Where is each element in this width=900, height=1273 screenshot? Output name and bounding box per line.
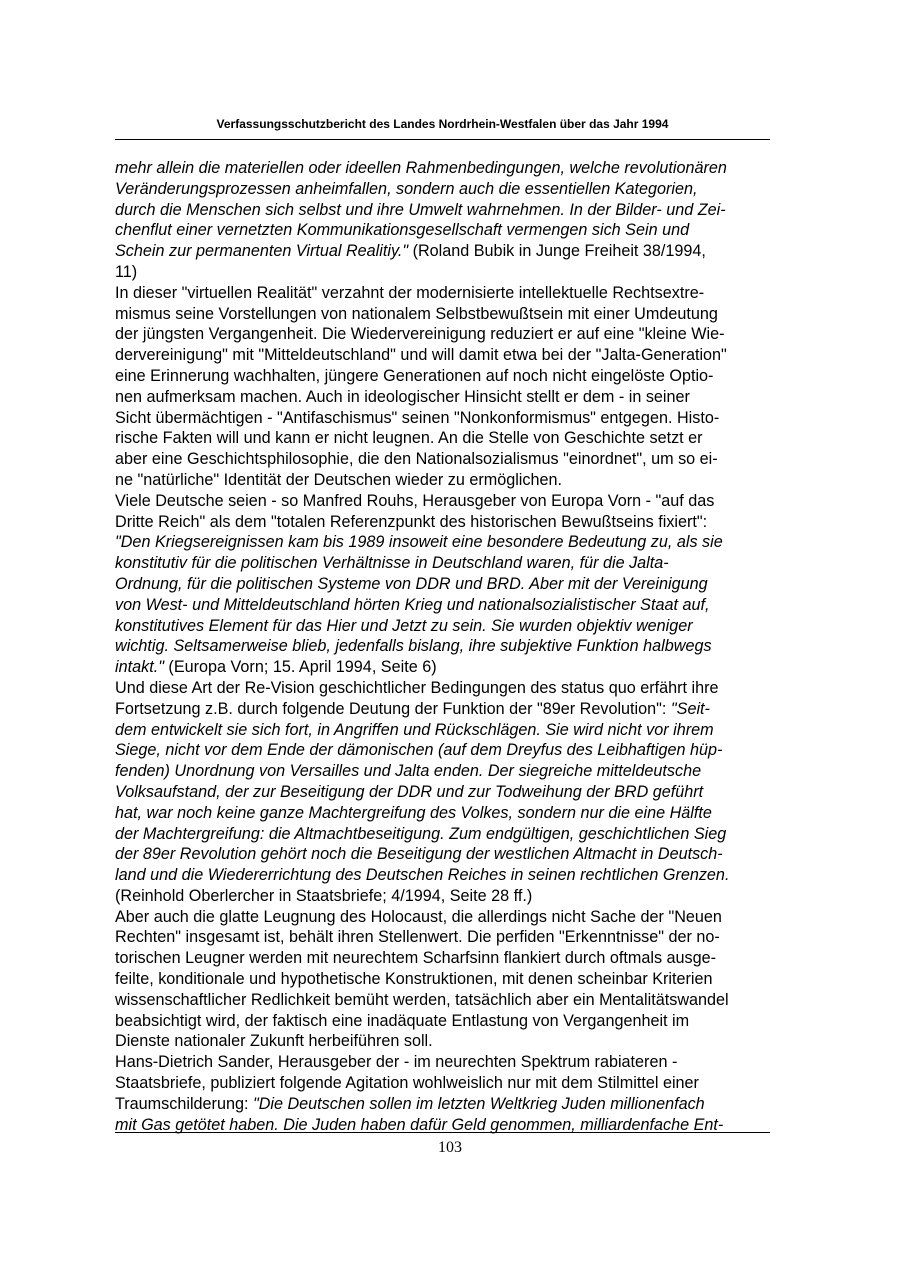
text-segment: torischen Leugner werden mit neurechtem Scharfsinn flankiert durch oftmals ausge- bbox=[115, 949, 717, 968]
text-segment: nen aufmerksam machen. Auch in ideologischer Hinsicht stellt er dem - in seiner bbox=[115, 387, 690, 406]
text-segment: Staatsbriefe, publiziert folgende Agitation wohlweislich nur mit dem Stilmittel einer bbox=[115, 1074, 699, 1093]
text-line bbox=[115, 907, 783, 928]
text-segment: ne "natürliche" Identität der Deutschen wieder zu ermöglichen. bbox=[115, 470, 563, 489]
text-line bbox=[115, 387, 783, 408]
text-segment: rische Fakten will und kann er nicht leugnen. An die Stelle von Geschichte setzt er bbox=[115, 429, 703, 448]
text-line bbox=[115, 761, 783, 782]
text-segment: (Europa Vorn; 15. April 1994, Seite 6) bbox=[163, 658, 437, 677]
text-line bbox=[115, 740, 783, 761]
text-line bbox=[115, 927, 783, 948]
text-segment: Sicht übermächtigen - "Antifaschismus" seinen "Nonkonformismus" entgegen. Histo- bbox=[115, 408, 720, 427]
quote-segment: Schein zur permanenten Virtual Realitiy." bbox=[115, 242, 409, 261]
text-segment: Hans-Dietrich Sander, Herausgeber der - im neurechten Spektrum rabiateren - bbox=[115, 1053, 678, 1072]
quote-segment: chenflut einer vernetzten Kommunikationsgesellschaft vermengen sich Sein und bbox=[115, 221, 690, 240]
text-line bbox=[115, 470, 783, 491]
text-segment: eine Erinnerung wachhalten, jüngere Generationen auf noch nicht eingelöste Optio- bbox=[115, 366, 714, 385]
running-header: Verfassungsschutzbericht des Landes Nordrhein-Westfalen über das Jahr 1994 bbox=[216, 117, 669, 131]
text-line bbox=[115, 657, 783, 678]
text-line bbox=[115, 512, 783, 533]
quote-segment: "Seit- bbox=[670, 699, 710, 718]
text-line bbox=[115, 345, 783, 366]
quote-segment: Ordnung, für die politischen Systeme von DDR und BRD. Aber mit der Vereinigung bbox=[115, 574, 708, 593]
header-rule bbox=[115, 139, 770, 140]
text-line bbox=[115, 200, 783, 221]
text-segment: aber eine Geschichtsphilosophie, die den Nationalsozialismus "einordnet", um so ei- bbox=[115, 450, 718, 469]
text-segment: Dienste nationaler Zukunft herbeiführen soll. bbox=[115, 1032, 433, 1051]
text-segment: der jüngsten Vergangenheit. Die Wiedervereinigung reduziert er auf eine "kleine Wie- bbox=[115, 325, 725, 344]
text-line bbox=[115, 408, 783, 429]
text-line bbox=[115, 179, 783, 200]
text-segment: Traumschilderung: bbox=[115, 1094, 253, 1113]
text-line bbox=[115, 220, 783, 241]
quote-segment: der 89er Revolution gehört noch die Beseitigung der westlichen Altmacht in Deutsch- bbox=[115, 845, 723, 864]
quote-segment: dem entwickelt sie sich fort, in Angriffen und Rückschlägen. Sie wird nicht vor ihrem bbox=[115, 720, 714, 739]
quote-segment: konstitutives Element für das Hier und Jetzt zu sein. Sie wurden objektiv weniger bbox=[115, 616, 693, 635]
text-line bbox=[115, 969, 783, 990]
text-segment: dervereinigung" mit "Mitteldeutschland" und will damit etwa bei der "Jalta-Generation" bbox=[115, 346, 727, 365]
text-line bbox=[115, 865, 783, 886]
text-line bbox=[115, 532, 783, 553]
quote-segment: konstitutiv für die politischen Verhältnisse in Deutschland waren, für die Jalta- bbox=[115, 554, 669, 573]
text-segment: In dieser "virtuellen Realität" verzahnt der modernisierte intellektuelle Rechtsextre- bbox=[115, 283, 705, 302]
text-line bbox=[115, 948, 783, 969]
quote-segment: von West- und Mitteldeutschland hörten Krieg und nationalsozialistischer Staat auf, bbox=[115, 595, 710, 614]
quote-segment: mehr allein die materiellen oder ideellen Rahmenbedingungen, welche revolutionären bbox=[115, 159, 727, 177]
text-segment: (Roland Bubik in Junge Freiheit 38/1994, bbox=[408, 242, 706, 261]
text-line bbox=[115, 158, 783, 179]
text-line bbox=[115, 304, 783, 325]
quote-segment: Veränderungsprozessen anheimfallen, sondern auch die essentiellen Kategorien, bbox=[115, 179, 698, 198]
text-line bbox=[115, 824, 783, 845]
text-line bbox=[115, 1052, 783, 1073]
quote-segment: mit Gas getötet haben. Die Juden haben dafür Geld genommen, milliardenfache Ent- bbox=[115, 1115, 724, 1134]
text-line bbox=[115, 699, 783, 720]
text-line bbox=[115, 636, 783, 657]
text-line bbox=[115, 1011, 783, 1032]
text-line bbox=[115, 1073, 783, 1094]
text-segment: 11) bbox=[115, 262, 138, 281]
text-line bbox=[115, 803, 783, 824]
quote-segment: wichtig. Seltsamerweise blieb, jedenfalls bislang, ihre subjektive Funktion halbwegs bbox=[115, 637, 712, 656]
text-line bbox=[115, 844, 783, 865]
text-segment: Und diese Art der Re-Vision geschichtlicher Bedingungen des status quo erfährt ihre bbox=[115, 678, 719, 697]
text-segment: Fortsetzung z.B. durch folgende Deutung der Funktion der "89er Revolution": bbox=[115, 699, 671, 718]
quote-segment: Volksaufstand, der zur Beseitigung der DDR und zur Todweihung der BRD geführt bbox=[115, 782, 704, 801]
text-segment: feilte, konditionale und hypothetische Konstruktionen, mit denen scheinbar Kriterien bbox=[115, 970, 713, 989]
quote-segment: "Die Deutschen sollen im letzten Weltkrieg Juden millionenfach bbox=[252, 1094, 705, 1113]
text-segment: Rechten" insgesamt ist, behält ihren Stellenwert. Die perfiden "Erkenntnisse" der no- bbox=[115, 928, 720, 947]
text-line bbox=[115, 720, 783, 741]
text-line bbox=[115, 678, 783, 699]
text-line bbox=[115, 595, 783, 616]
text-segment: Dritte Reich" als dem "totalen Referenzpunkt des historischen Bewußtseins fixiert": bbox=[115, 512, 708, 531]
quote-segment: Siege, nicht vor dem Ende der dämonischen (auf dem Dreyfus des Leibhaftigen hüp- bbox=[115, 741, 723, 760]
page-number: 103 bbox=[438, 1139, 462, 1156]
text-line bbox=[115, 616, 783, 637]
text-segment: (Reinhold Oberlercher in Staatsbriefe; 4/1994, Seite 28 ff.) bbox=[115, 886, 533, 905]
text-line bbox=[115, 1031, 783, 1052]
footer-rule bbox=[115, 1132, 770, 1133]
text-line bbox=[115, 324, 783, 345]
text-line bbox=[115, 574, 783, 595]
quote-segment: "Den Kriegsereignissen kam bis 1989 insoweit eine besondere Bedeutung zu, als sie bbox=[115, 533, 723, 552]
text-segment: Aber auch die glatte Leugnung des Holocaust, die allerdings nicht Sache der "Neuen bbox=[115, 907, 722, 926]
quote-segment: hat, war noch keine ganze Machtergreifung des Volkes, sondern nur die eine Hälfte bbox=[115, 803, 712, 822]
text-segment: wissenschaftlicher Redlichkeit bemüht werden, tatsächlich aber ein Mentalitätswandel bbox=[115, 990, 729, 1009]
quote-segment: der Machtergreifung: die Altmachtbeseitigung. Zum endgültigen, geschichtlichen Sieg bbox=[115, 824, 727, 843]
text-line bbox=[115, 428, 783, 449]
text-segment: Viele Deutsche seien - so Manfred Rouhs, Herausgeber von Europa Vorn - "auf das bbox=[115, 491, 715, 510]
text-line bbox=[115, 990, 783, 1011]
text-line bbox=[115, 262, 783, 283]
quote-segment: intakt." bbox=[115, 658, 164, 677]
text-segment: mismus seine Vorstellungen von nationalem Selbstbewußtsein mit einer Umdeutung bbox=[115, 304, 718, 323]
text-line bbox=[115, 553, 783, 574]
quote-segment: durch die Menschen sich selbst und ihre Umwelt wahrnehmen. In der Bilder- und Zei- bbox=[115, 200, 726, 219]
quote-segment: land und die Wiedererrichtung des Deutschen Reiches in seinen rechtlichen Grenzen. bbox=[115, 866, 730, 885]
text-segment: beabsichtigt wird, der faktisch eine inadäquate Entlastung von Vergangenheit im bbox=[115, 1011, 690, 1030]
quote-segment: fenden) Unordnung von Versailles und Jalta enden. Der siegreiche mitteldeutsche bbox=[115, 762, 702, 781]
text-line bbox=[115, 491, 783, 512]
text-line bbox=[115, 886, 783, 907]
text-line bbox=[115, 1094, 783, 1115]
text-line bbox=[115, 241, 783, 262]
text-line bbox=[115, 283, 783, 304]
text-line bbox=[115, 449, 783, 470]
body-text bbox=[115, 158, 783, 1135]
text-line bbox=[115, 366, 783, 387]
text-line bbox=[115, 782, 783, 803]
